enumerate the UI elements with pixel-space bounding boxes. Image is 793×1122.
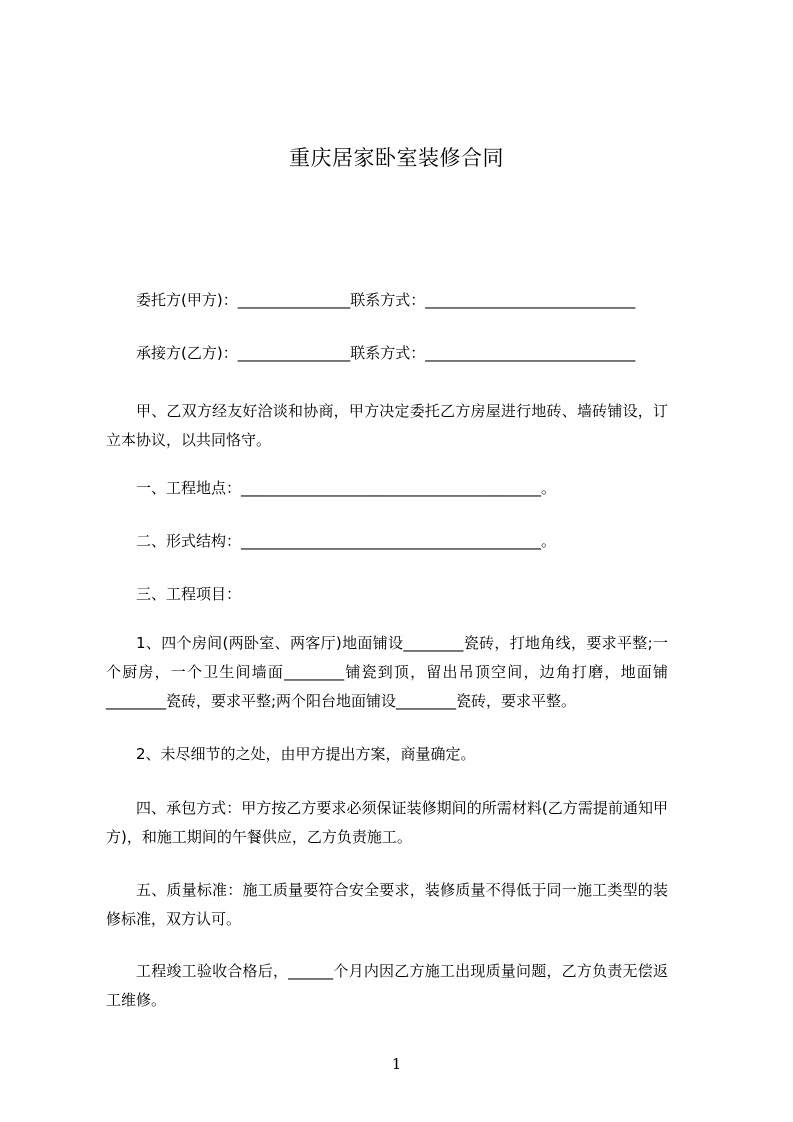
section-3-heading: 三、工程项目： xyxy=(136,585,242,603)
intro-paragraph: 甲、乙双方经友好洽谈和协商，甲方决定委托乙方房屋进行地砖、墙砖铺设，订立本协议，以共同恪守。 xyxy=(106,402,668,449)
party-b-contact-label: 联系方式： xyxy=(350,344,426,362)
item-1-paragraph: 1、四个房间(两卧室、两客厅)地面铺设________瓷砖，打地角线，要求平整;一个厨房，一个卫生间墙面________铺瓷到顶，留出吊顶空间，边角打磨，地面铺________瓷砖，要求平整;两个阳台地面铺设________瓷砖，要求平整。 xyxy=(106,634,668,710)
party-b-contact-blank: ____________________________ xyxy=(425,344,636,362)
section-1-blank: ________________________________________ xyxy=(241,479,542,497)
section-2-label: 二、形式结构： xyxy=(136,532,242,550)
section-2-period: 。 xyxy=(541,532,557,550)
section-1-location xyxy=(136,474,556,502)
party-a-name-blank: _______________ xyxy=(237,291,351,309)
party-b-line xyxy=(136,339,635,367)
section-1-label: 一、工程地点： xyxy=(136,479,242,497)
warranty-paragraph: 工程竣工验收合格后，______个月内因乙方施工出现质量问题，乙方负责无偿返工维修。 xyxy=(106,962,668,1009)
document-title: 重庆居家卧室装修合同 xyxy=(289,146,504,170)
section-1-period: 。 xyxy=(541,479,557,497)
party-a-line xyxy=(136,286,635,314)
page-number: 1 xyxy=(391,1055,402,1073)
party-a-label: 委托方(甲方)： xyxy=(136,291,238,309)
item-2-paragraph: 2、未尽细节的之处，由甲方提出方案，商量确定。 xyxy=(136,745,476,763)
section-4-paragraph: 四、承包方式：甲方按乙方要求必须保证装修期间的所需材料(乙方需提前通知甲方)，和施工期间的午餐供应，乙方负责施工。 xyxy=(106,799,668,846)
section-2-structure xyxy=(136,527,556,555)
party-a-contact-blank: ____________________________ xyxy=(425,291,636,309)
party-b-label: 承接方(乙方)： xyxy=(136,344,238,362)
party-a-contact-label: 联系方式： xyxy=(350,291,426,309)
section-2-blank: ________________________________________ xyxy=(241,532,542,550)
section-5-paragraph: 五、质量标准：施工质量要符合安全要求，装修质量不得低于同一施工类型的装修标准，双方认可。 xyxy=(106,881,668,928)
party-b-name-blank: _______________ xyxy=(237,344,351,362)
